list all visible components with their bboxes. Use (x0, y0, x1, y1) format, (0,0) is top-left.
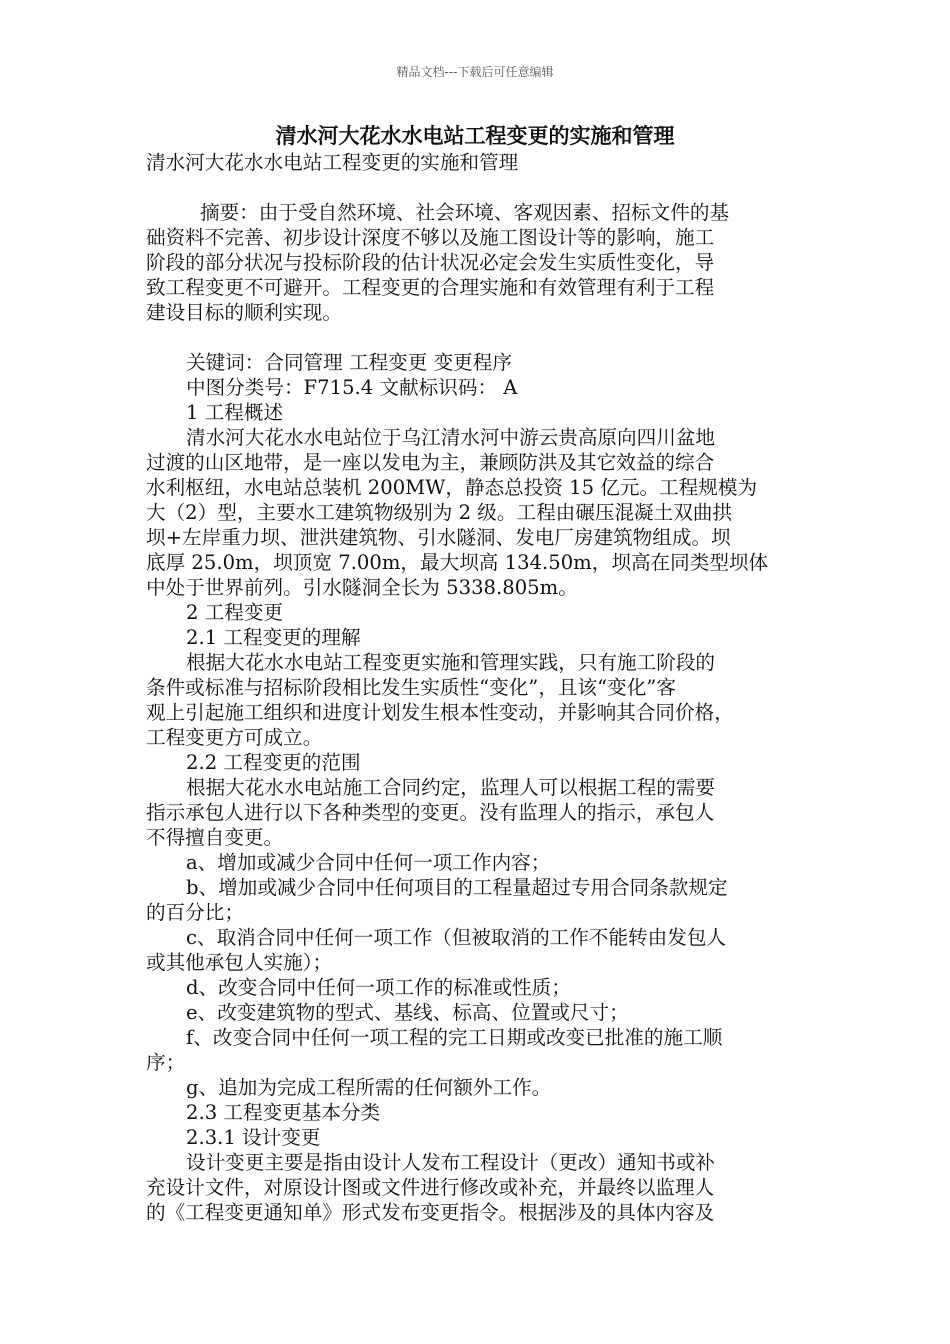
document-body (146, 150, 814, 1225)
paragraph-line: 指示承包人进行以下各种类型的变更。没有监理人的指示，承包人 (146, 801, 715, 824)
section2-3-1-paragraph (146, 1150, 814, 1225)
paragraph-line: 大（2）型，主要水工建筑物级别为 2 级。工程由碾压混凝土双曲拱 (146, 501, 733, 524)
list-item (146, 975, 814, 1000)
paragraph-line: 观上引起施工组织和进度计划发生根本性变动，并影响其合同价格， (146, 701, 734, 724)
keywords-line: 关键词：合同管理 工程变更 变更程序 (186, 351, 512, 374)
list-item-line: 序； (146, 1051, 186, 1074)
list-item (146, 1025, 814, 1075)
page-header: 精品文档---下载后可任意编辑 (396, 65, 554, 79)
list-item (146, 1000, 814, 1025)
abstract-line: 础资料不完善、初步设计深度不够以及施工图设计等的影响，施工 (146, 226, 715, 249)
list-item-line: d、改变合同中任何一项工作的标准或性质； (186, 976, 571, 999)
list-item-line: e、改变建筑物的型式、基线、标高、位置或尺寸； (186, 1001, 629, 1024)
document-title: 清水河大花水水电站工程变更的实施和管理 (275, 123, 675, 148)
paragraph-line: 根据大花水水电站工程变更实施和管理实践，只有施工阶段的 (186, 651, 716, 674)
paragraph-line: 充设计文件，对原设计图或文件进行修改或补充，并最终以监理人 (146, 1176, 715, 1199)
paragraph-line: 过渡的山区地带，是一座以发电为主，兼顾防洪及其它效益的综合 (146, 451, 715, 474)
paragraph-line: 工程变更方可成立。 (146, 726, 323, 749)
subsection-heading: 2.3.1 设计变更 (186, 1126, 321, 1149)
abstract-paragraph (146, 200, 814, 325)
change-items-list (146, 850, 814, 1100)
list-item-line: 或其他承包人实施）； (146, 951, 333, 974)
list-item (146, 1075, 814, 1100)
section2-1-paragraph (146, 650, 814, 750)
abstract-line: 建设目标的顺利实现。 (146, 301, 342, 324)
document-subtitle: 清水河大花水水电站工程变更的实施和管理 (146, 151, 519, 174)
list-item (146, 925, 814, 975)
list-item (146, 875, 814, 925)
subsection-heading: 2.1 工程变更的理解 (186, 626, 361, 649)
section-heading: 2 工程变更 (186, 601, 284, 624)
section1-paragraph (146, 425, 814, 600)
list-item-line: f、改变合同中任何一项工程的完工日期或改变已批准的施工顺 (186, 1026, 723, 1049)
paragraph-line: 设计变更主要是指由设计人发布工程设计（更改）通知书或补 (186, 1151, 716, 1174)
paragraph-line: 坝+左岸重力坝、泄洪建筑物、引水隧洞、发电厂房建筑物组成。坝 (146, 526, 731, 549)
paragraph-line: 根据大花水水电站施工合同约定，监理人可以根据工程的需要 (186, 776, 716, 799)
list-item-line: b、增加或减少合同中任何项目的工程量超过专用合同条款规定 (186, 876, 728, 899)
paragraph-line: 的《工程变更通知单》形式发布变更指令。根据涉及的具体内容及 (146, 1201, 715, 1224)
subsection-heading: 2.2 工程变更的范围 (186, 751, 361, 774)
classification-line: 中图分类号：F715.4 文献标识码： A (186, 376, 518, 399)
paragraph-line: 水利枢纽，水电站总装机 200MW，静态总投资 15 亿元。工程规模为 (146, 476, 758, 499)
abstract-line: 阶段的部分状况与投标阶段的估计状况必定会发生实质性变化，导 (146, 251, 715, 274)
spacer (146, 175, 814, 200)
abstract-line: 致工程变更不可避开。工程变更的合理实施和有效管理有利于工程 (146, 276, 715, 299)
subsection-heading: 2.3 工程变更基本分类 (186, 1101, 381, 1124)
paragraph-line: 底厚 25.0m，坝顶宽 7.00m，最大坝高 134.50m，坝高在同类型坝体 (146, 551, 769, 574)
abstract-line: 摘要：由于受自然环境、社会环境、客观因素、招标文件的基 (200, 201, 730, 224)
paragraph-line: 中处于世界前列。引水隧洞全长为 5338.805m。 (146, 576, 578, 599)
paragraph-line: 条件或标准与招标阶段相比发生实质性“变化”，且该“变化”客 (146, 676, 676, 699)
list-item-line: a、增加或减少合同中任何一项工作内容； (186, 851, 551, 874)
list-item-line: g、追加为完成工程所需的任何额外工作。 (186, 1076, 552, 1099)
section-heading: 1 工程概述 (186, 401, 284, 424)
list-item-line: 的百分比； (146, 901, 244, 924)
paragraph-line: 清水河大花水水电站位于乌江清水河中游云贵高原向四川盆地 (186, 426, 716, 449)
list-item (146, 850, 814, 875)
spacer (146, 325, 814, 350)
paragraph-line: 不得擅自变更。 (146, 826, 284, 849)
section2-2-paragraph (146, 775, 814, 850)
list-item-line: c、取消合同中任何一项工作（但被取消的工作不能转由发包人 (186, 926, 727, 949)
